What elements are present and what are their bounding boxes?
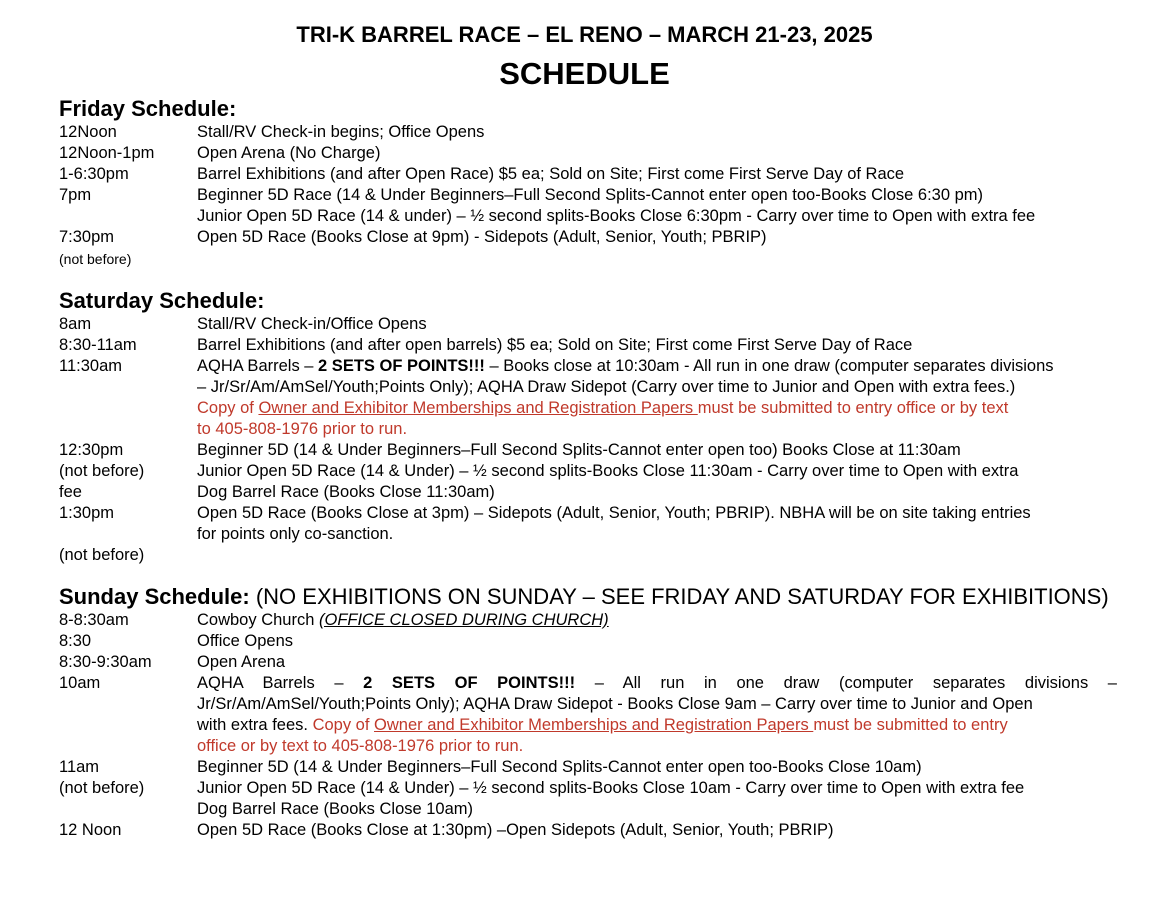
memberships-link[interactable]: Owner and Exhibitor Memberships and Registration Papers [258,399,698,417]
row-desc: Beginner 5D Race (14 & Under Beginners–Full Second Splits-Cannot enter open too-Books Close 6:30 pm) [197,186,984,204]
row-desc [197,399,1117,418]
schedule-row [0,779,1169,800]
row-time: (not before) [59,251,132,267]
row-time: 12Noon [59,123,117,141]
schedule-row [0,758,1169,779]
points-emphasis: 2 SETS OF POINTS!!! [363,674,576,692]
schedule-row [0,399,1169,420]
desc-text: with extra fees. [197,716,313,734]
schedule-row [0,737,1169,758]
row-desc: Open Arena [197,653,286,671]
row-desc [197,716,1117,735]
schedule-row [0,207,1169,228]
row-time: 10am [59,674,101,692]
row-time: 8-8:30am [59,611,129,629]
row-time: 12:30pm [59,441,124,459]
desc-text: AQHA Barrels – [197,357,319,375]
schedule-title: SCHEDULE [499,56,670,91]
schedule-row [0,546,1169,567]
row-time: fee [59,483,82,501]
friday-heading: Friday Schedule: [59,96,237,121]
points-emphasis: 2 SETS OF POINTS!!! [318,357,485,375]
row-time: 7:30pm [59,228,115,246]
row-time: 7pm [59,186,92,204]
schedule-row [0,483,1169,504]
schedule-row [0,357,1169,378]
row-desc: to 405-808-1976 prior to run. [197,420,408,438]
row-desc: Open Arena (No Charge) [197,144,381,162]
schedule-row [0,228,1169,249]
office-closed-note: (OFFICE CLOSED DURING CHURCH) [318,611,609,629]
row-time: 8:30-9:30am [59,653,152,671]
row-desc: Jr/Sr/Am/AmSel/Youth;Points Only); AQHA Draw Sidepot - Books Close 9am – Carry over time to Junior and Open [197,695,1033,713]
schedule-row [0,611,1169,632]
desc-text: AQHA Barrels – [197,674,364,692]
red-text: Copy of [197,399,259,417]
schedule-row [0,653,1169,674]
schedule-row [0,315,1169,336]
row-desc: Barrel Exhibitions (and after open barrels) $5 ea; Sold on Site; First come First Serve Day of Race [197,336,913,354]
schedule-row [0,821,1169,842]
row-time: 12 Noon [59,821,122,839]
desc-text: Cowboy Church [197,611,319,629]
event-title: TRI-K BARREL RACE – EL RENO – MARCH 21-23, 2025 [296,22,873,47]
row-desc: office or by text to 405-808-1976 prior to run. [197,737,524,755]
schedule-row [0,123,1169,144]
row-desc: Beginner 5D (14 & Under Beginners–Full Second Splits-Cannot enter open too-Books Close 10am) [197,758,922,776]
row-time: 8am [59,315,92,333]
memberships-link[interactable]: Owner and Exhibitor Memberships and Registration Papers [374,716,814,734]
row-desc: Beginner 5D (14 & Under Beginners–Full Second Splits-Cannot enter open too) Books Close at 11:30am [197,441,961,459]
row-desc [197,674,1117,693]
row-desc: Junior Open 5D Race (14 & Under) – ½ second splits-Books Close 10am - Carry over time to Open with extra fee [197,779,1025,797]
desc-text: – All run in one draw (computer separates divisions – [575,674,1117,692]
schedule-row [0,336,1169,357]
row-desc: Dog Barrel Race (Books Close 11:30am) [197,483,495,501]
row-time: (not before) [59,462,145,480]
row-desc: Barrel Exhibitions (and after Open Race) $5 ea; Sold on Site; First come First Serve Day of Race [197,165,905,183]
schedule-row [0,378,1169,399]
row-time: 11am [59,758,100,776]
red-text: Copy of [312,716,375,734]
saturday-heading: Saturday Schedule: [59,288,265,313]
row-desc: Junior Open 5D Race (14 & under) – ½ second splits-Books Close 6:30pm - Carry over time to Open with extra fee [197,207,1036,225]
schedule-row [0,504,1169,525]
row-desc: Open 5D Race (Books Close at 1:30pm) –Open Sidepots (Adult, Senior, Youth; PBRIP) [197,821,834,839]
schedule-row [0,716,1169,737]
row-desc: Junior Open 5D Race (14 & Under) – ½ second splits-Books Close 11:30am - Carry over time to Open with extra [197,462,1019,480]
desc-text: – Books close at 10:30am - All run in one draw (computer separates divisions [484,357,1054,375]
red-text: must be submitted to entry office or by text [697,399,1009,417]
row-desc: for points only co-sanction. [197,525,394,543]
row-desc [197,357,1117,376]
row-time: (not before) [59,546,145,564]
row-desc: Open 5D Race (Books Close at 3pm) – Sidepots (Adult, Senior, Youth; PBRIP). NBHA will be on site taking entries [197,504,1031,522]
schedule-row [0,144,1169,165]
row-desc: – Jr/Sr/Am/AmSel/Youth;Points Only); AQHA Draw Sidepot (Carry over time to Junior and Open with extra fees.) [197,378,1016,396]
row-desc: Open 5D Race (Books Close at 9pm) - Sidepots (Adult, Senior, Youth; PBRIP) [197,228,767,246]
schedule-row [0,251,1169,272]
schedule-row [0,441,1169,462]
schedule-row [0,632,1169,653]
schedule-row [0,420,1169,441]
row-desc: Office Opens [197,632,293,650]
schedule-row [0,186,1169,207]
sunday-heading-label: Sunday Schedule: [59,584,250,609]
schedule-row [0,462,1169,483]
row-time: 8:30 [59,632,92,650]
row-time: (not before) [59,779,145,797]
sunday-heading-note: (NO EXHIBITIONS ON SUNDAY – SEE FRIDAY AND SATURDAY FOR EXHIBITIONS) [249,584,1109,609]
schedule-row [0,800,1169,821]
row-desc [197,611,1117,630]
row-desc: Dog Barrel Race (Books Close 10am) [197,800,474,818]
row-time: 1-6:30pm [59,165,129,183]
schedule-row [0,165,1169,186]
sunday-heading [59,584,1109,610]
row-desc: Stall/RV Check-in begins; Office Opens [197,123,485,141]
row-time: 12Noon-1pm [59,144,155,162]
schedule-row [0,674,1169,695]
schedule-row [0,525,1169,546]
red-text: must be submitted to entry [813,716,1008,734]
row-time: 1:30pm [59,504,115,522]
schedule-row [0,695,1169,716]
row-time: 11:30am [59,357,122,375]
row-time: 8:30-11am [59,336,137,354]
row-desc: Stall/RV Check-in/Office Opens [197,315,427,333]
